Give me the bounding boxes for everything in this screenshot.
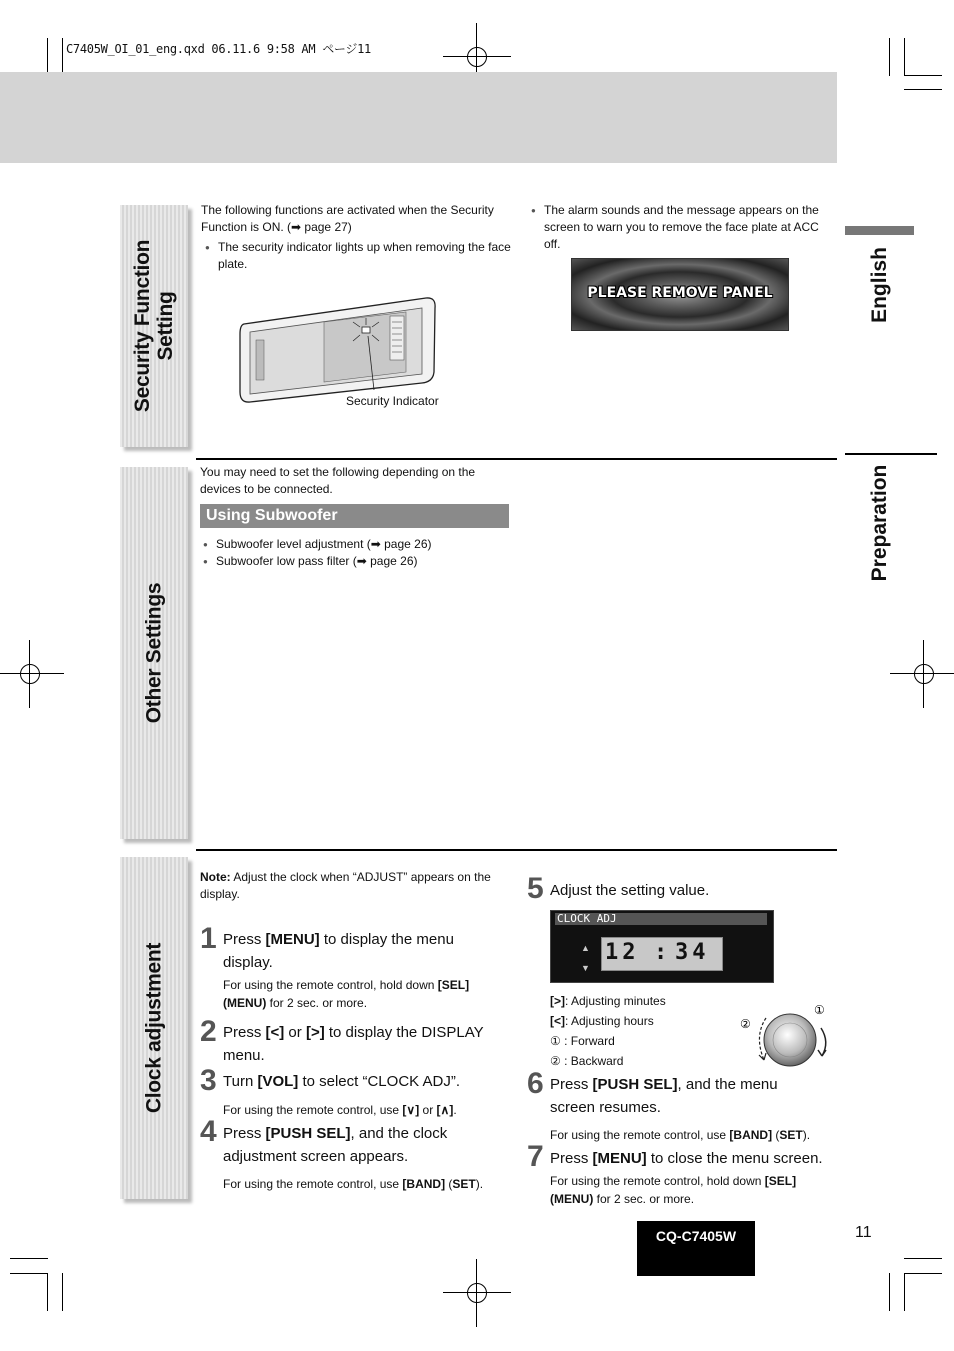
step-number: 2: [200, 1015, 217, 1048]
crop-mark: [10, 1258, 48, 1259]
crop-mark: [62, 1273, 63, 1311]
clock-adjust-display: [550, 910, 774, 983]
lcd-minute: 34: [675, 940, 710, 965]
step-2-text: Press [<] or [>] to display the DISPLAY menu.: [223, 1024, 484, 1064]
security-intro: The following functions are activated when the Security Function is ON. (➡ page 27): [201, 203, 494, 234]
crop-mark: [62, 38, 63, 76]
step-6-text: Press [PUSH SEL], and the menu screen resumes.: [550, 1076, 778, 1116]
step-4-text: Press [PUSH SEL], and the clock adjustment screen appears.: [223, 1125, 448, 1165]
crop-mark: [904, 38, 905, 76]
security-indicator-label: Security Indicator: [346, 394, 439, 408]
step-1-remote: For using the remote control, hold down [SEL] (MENU) for 2 sec. or more.: [223, 978, 470, 1010]
subwoofer-bullet-2: ● Subwoofer low pass filter (➡ page 26): [201, 553, 516, 570]
lcd-colon: :: [654, 940, 668, 965]
section-tab-other: Other Settings: [120, 467, 188, 839]
face-plate-illustration: [236, 294, 440, 406]
svg-text:①: ①: [814, 1003, 825, 1017]
step-3-remote: For using the remote control, use [∨] or [∧].: [223, 1103, 457, 1117]
step-number: 5: [527, 872, 544, 905]
crop-mark: [904, 89, 942, 90]
alarm-display: [571, 258, 789, 331]
alarm-message: PLEASE REMOVE PANEL: [587, 285, 773, 301]
english-bar: [845, 226, 914, 235]
security-bullet-1: ● The security indicator lights up when removing the face plate.: [203, 239, 513, 273]
step-3-text: Turn [VOL] to select “CLOCK ADJ”.: [223, 1073, 460, 1090]
legend-hours: [<]: Adjusting hours: [550, 1014, 654, 1028]
step-number: 6: [527, 1067, 544, 1100]
svg-text:②: ②: [740, 1017, 751, 1031]
crop-mark: [904, 1273, 905, 1311]
crop-mark: [889, 38, 890, 76]
legend-backward: ② : Backward: [550, 1054, 624, 1068]
step-5-text: Adjust the setting value.: [550, 882, 710, 899]
registration-mark: [904, 654, 944, 694]
header-band: [0, 72, 837, 163]
section-divider: [196, 849, 837, 851]
registration-mark: [457, 1273, 497, 1313]
step-7-text: Press [MENU] to close the menu screen.: [550, 1150, 823, 1167]
step-number: 7: [527, 1140, 544, 1173]
step-1-text: Press [MENU] to display the menu display.: [223, 931, 454, 971]
subwoofer-heading: Using Subwoofer: [200, 504, 509, 528]
subwoofer-bullet-1: ● Subwoofer level adjustment (➡ page 26): [201, 536, 516, 553]
section-divider: [196, 458, 837, 460]
crop-mark: [904, 1258, 942, 1259]
clock-note: Note: Adjust the clock when “ADJUST” appears on the display.: [200, 870, 491, 901]
legend-minutes: [>]: Adjusting minutes: [550, 994, 666, 1008]
step-4-remote: For using the remote control, use [BAND] (SET).: [223, 1177, 484, 1191]
lcd-title: CLOCK ADJ: [557, 912, 617, 925]
model-badge: CQ-C7405W: [637, 1221, 755, 1276]
page-number: 11: [855, 1224, 872, 1241]
divider: [845, 453, 937, 455]
step-7-remote: For using the remote control, hold down [SEL] (MENU) for 2 sec. or more.: [550, 1174, 797, 1206]
lcd-hour: 12: [605, 940, 640, 965]
section-label-preparation: Preparation: [868, 464, 891, 582]
step-number: 3: [200, 1064, 217, 1097]
section-tab-security: Security Function Setting: [120, 205, 188, 447]
volume-knob-icon: [738, 998, 834, 1072]
step-number: 4: [200, 1115, 217, 1148]
security-bullet-2: ● The alarm sounds and the message appears on the screen to warn you to remove the face plate at ACC off.: [529, 202, 836, 253]
step-number: 1: [200, 922, 217, 955]
crop-mark: [904, 1273, 942, 1274]
crop-mark: [47, 38, 48, 76]
crop-mark: [889, 1273, 890, 1311]
step-6-remote: For using the remote control, use [BAND] (SET).: [550, 1128, 811, 1142]
crop-mark: [10, 1273, 48, 1274]
up-down-arrows: ▲ ▼: [581, 943, 590, 973]
crop-mark: [47, 1273, 48, 1311]
registration-mark: [10, 654, 50, 694]
other-intro: You may need to set the following depending on the devices to be connected.: [200, 465, 476, 496]
language-label: English: [868, 247, 891, 323]
registration-mark: [457, 37, 497, 77]
section-tab-clock: Clock adjustment: [120, 857, 188, 1199]
file-header: C7405W_OI_01_eng.qxd 06.11.6 9:58 AM ページ11: [66, 42, 371, 56]
crop-mark: [904, 75, 942, 76]
legend-forward: ① : Forward: [550, 1034, 615, 1048]
